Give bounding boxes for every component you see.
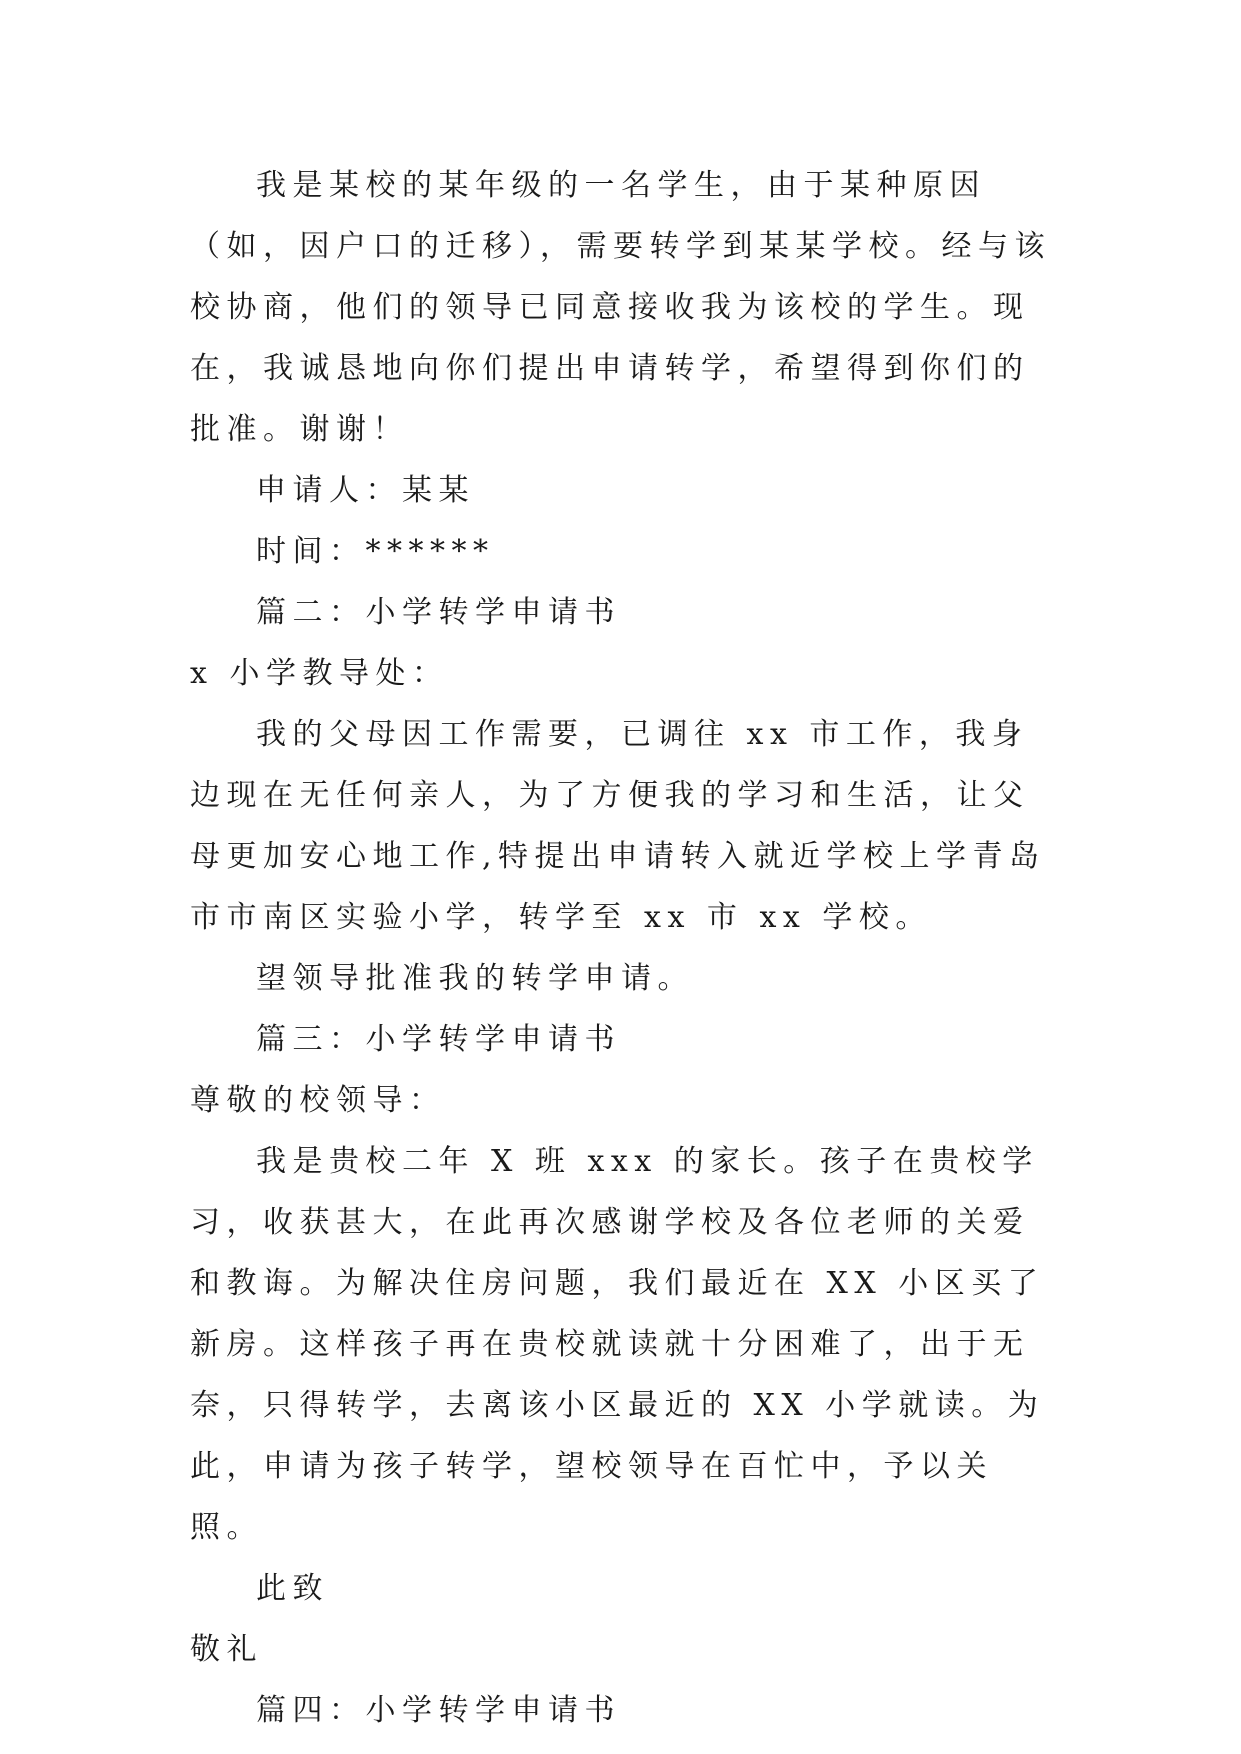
salutation-2: x 小学教导处： (190, 656, 449, 691)
paragraph-request-3: 望领导批准我的转学申请。 (256, 961, 694, 996)
time-line: 时间：****** (256, 534, 495, 569)
section-heading-3: 篇三：小学转学申请书 (256, 1022, 621, 1057)
section-heading-2: 篇二：小学转学申请书 (256, 595, 621, 630)
paragraph-request-2: 我的父母因工作需要，已调往 xx 市工作，我身边现在无任何亲人，为了方便我的学习和生活，让父母更加安心地工作,特提出申请转入就近学校上学青岛市市南区实验小学，转学至 xx 市 xx 学校。 (190, 717, 1046, 935)
paragraph-request-1: 我是某校的某年级的一名学生，由于某种原因（如，因户口的迁移），需要转学到某某学校。经与该校协商，他们的领导已同意接收我为该校的学生。现在，我诚恳地向你们提出申请转学，希望得到你们的批准。谢谢！ (190, 168, 1051, 447)
closing-line-2: 敬礼 (190, 1632, 263, 1667)
salutation-3: 尊敬的校领导： (190, 1083, 446, 1118)
section-heading-4: 篇四：小学转学申请书 (256, 1693, 621, 1728)
paragraph-request-4: 我是贵校二年 X 班 xxx 的家长。孩子在贵校学习，收获甚大，在此再次感谢学校及各位老师的关爱和教诲。为解决住房问题，我们最近在 XX 小区买了新房。这样孩子再在贵校就读就十分困难了，出于无奈，只得转学，去离该小区最近的 XX 小学就读。为此，申请为孩子转学，望校领导在百忙中，予以关照。 (190, 1144, 1045, 1545)
applicant-line: 申请人：某某 (256, 473, 475, 508)
closing-line-1: 此致 (256, 1571, 329, 1606)
document-page (190, 155, 1060, 1741)
